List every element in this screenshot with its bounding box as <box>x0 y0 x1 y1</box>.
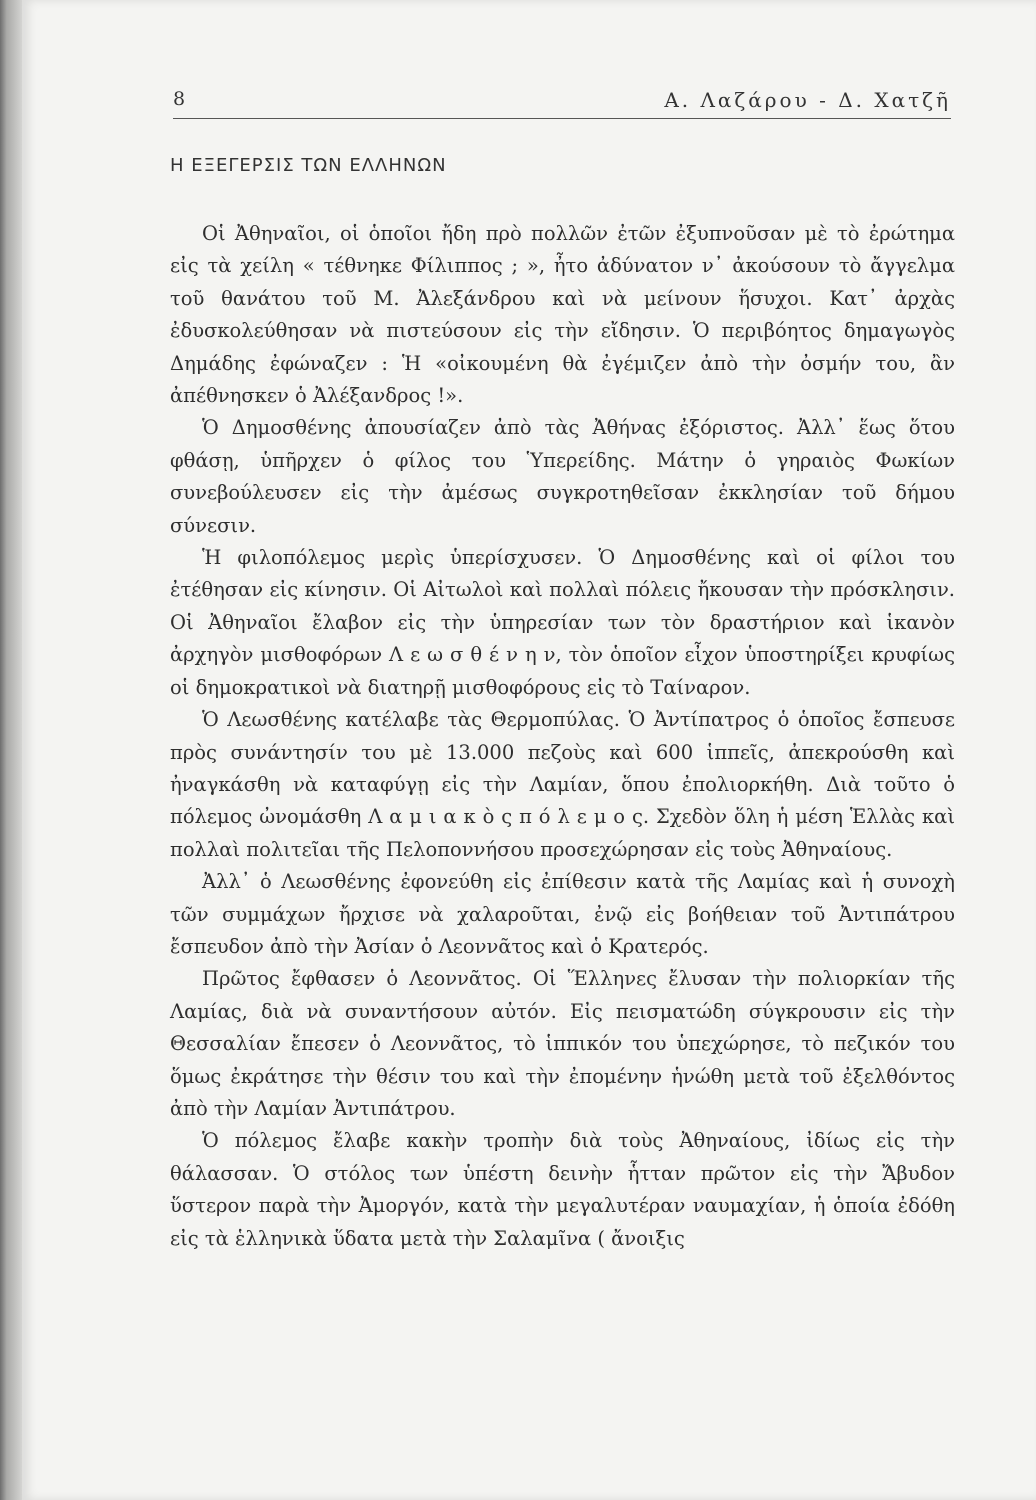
paragraph: Ἡ φιλοπόλεμος μερὶς ὑπερίσχυσεν. Ὁ Δημοσθένης καὶ οἱ φίλοι του ἐτέθησαν εἰς κίνησιν. Οἱ Αἰτωλοὶ καὶ πολλαὶ πόλεις ἤκουσαν τὴν πρόσκλησιν. Οἱ Ἀθηναῖοι ἔλαβον εἰς τὴν ὑπηρεσίαν των τὸν δραστήριον καὶ ἱκανὸν ἀρχηγὸν μισθοφόρων Λ ε ω σ θ έ ν η ν, τὸν ὁποῖον εἶχον ὑποστηρίξει κρυφίως οἱ δημοκρατικοὶ νὰ διατηρῇ μισθοφόρους εἰς τὸ Ταίναρον. <box>170 546 955 699</box>
paragraph: Οἱ Ἀθηναῖοι, οἱ ὁποῖοι ἤδη πρὸ πολλῶν ἐτῶν ἐξυπνοῦσαν μὲ τὸ ἐρώτημα εἰς τὰ χείλη « τέθνηκε Φίλιππος ; », ἦτο ἀδύνατον ν᾽ ἀκούσουν τὸ ἄγγελμα τοῦ θανάτου τοῦ Μ. Ἀλεξάνδρου καὶ νὰ μείνουν ἥσυχοι. Κατ᾽ ἀρχὰς ἐδυσκολεύθησαν νὰ πιστεύσουν εἰς τὴν εἴδησιν. Ὁ περιβόητος δημαγωγὸς Δημάδης ἐφώναζεν : Ἡ «οἰκουμένη θὰ ἐγέμιζεν ἀπὸ τὴν ὀσμήν του, ἂν ἀπέθνησκεν ὁ Ἀλέξανδρος !». <box>170 222 955 408</box>
page-number: 8 <box>173 88 186 110</box>
running-head: Α. Λαζάρου - Δ. Χατζῆ <box>664 88 951 112</box>
paragraph: Ὁ Λεωσθένης κατέλαβε τὰς Θερμοπύλας. Ὁ Ἀντίπατρος ὁ ὁποῖος ἔσπευσε πρὸς συνάντησίν του μὲ 13.000 πεζοὺς καὶ 600 ἱππεῖς, ἀπεκρούσθη καὶ ἠναγκάσθη νὰ καταφύγῃ εἰς τὴν Λαμίαν, ὅπου ἐπολιορκήθη. Διὰ τοῦτο ὁ πόλεμος ὠνομάσθη Λ α μ ι α κ ὸ ς π ό λ ε μ ο ς. Σχεδὸν ὅλη ἡ μέση Ἑλλὰς καὶ πολλαὶ πολιτεῖαι τῆς Πελοποννήσου προσεχώρησαν εἰς τοὺς Ἀθηναίους. <box>170 708 955 861</box>
section-title: Η ΕΞΕΓΕΡΣΙΣ ΤΩΝ ΕΛΛΗΝΩΝ <box>170 155 447 176</box>
paragraph: Ὁ πόλεμος ἔλαβε κακὴν τροπὴν διὰ τοὺς Ἀθηναίους, ἰδίως εἰς τὴν θάλασσαν. Ὁ στόλος των ὑπέστη δεινὴν ἧτταν πρῶτον εἰς τὴν Ἄβυδον ὕστερον παρὰ τὴν Ἀμοργόν, κατὰ τὴν μεγαλυτέραν ναυμαχίαν, ἡ ὁποία ἐδόθη εἰς τὰ ἑλληνικὰ ὕδατα μετὰ τὴν Σαλαμῖνα ( ἄνοιξις <box>170 1129 955 1250</box>
book-spine-shadow <box>0 0 22 1500</box>
body-text <box>170 218 955 1255</box>
page-header <box>173 84 951 119</box>
paragraph: Ὁ Δημοσθένης ἀπουσίαζεν ἀπὸ τὰς Ἀθήνας ἐξόριστος. Ἀλλ᾽ ἕως ὅτου φθάσῃ, ὑπῆρχεν ὁ φίλος του Ὑπερείδης. Μάτην ὁ γηραιὸς Φωκίων συνεβούλευσεν εἰς τὴν ἀμέσως συγκροτηθεῖσαν ἐκκλησίαν τοῦ δήμου σύνεσιν. <box>170 416 955 537</box>
paragraph: Πρῶτος ἔφθασεν ὁ Λεοννᾶτος. Οἱ Ἕλληνες ἔλυσαν τὴν πολιορκίαν τῆς Λαμίας, διὰ νὰ συναντήσουν αὐτόν. Εἰς πεισματώδη σύγκρουσιν εἰς τὴν Θεσσαλίαν ἔπεσεν ὁ Λεοννᾶτος, τὸ ἱππικόν του ὑπεχώρησε, τὸ πεζικόν του ὅμως ἐκράτησε τὴν θέσιν του καὶ τὴν ἐπομένην ἡνώθη μετὰ τοῦ ἐξελθόντος ἀπὸ τὴν Λαμίαν Ἀντιπάτρου. <box>170 967 955 1120</box>
paragraph: Ἀλλ᾽ ὁ Λεωσθένης ἐφονεύθη εἰς ἐπίθεσιν κατὰ τῆς Λαμίας καὶ ἡ συνοχὴ τῶν συμμάχων ἤρχισε νὰ χαλαροῦται, ἐνῷ εἰς βοήθειαν τοῦ Ἀντιπάτρου ἔσπευδον ἀπὸ τὴν Ἀσίαν ὁ Λεοννᾶτος καὶ ὁ Κρατερός. <box>170 870 955 958</box>
